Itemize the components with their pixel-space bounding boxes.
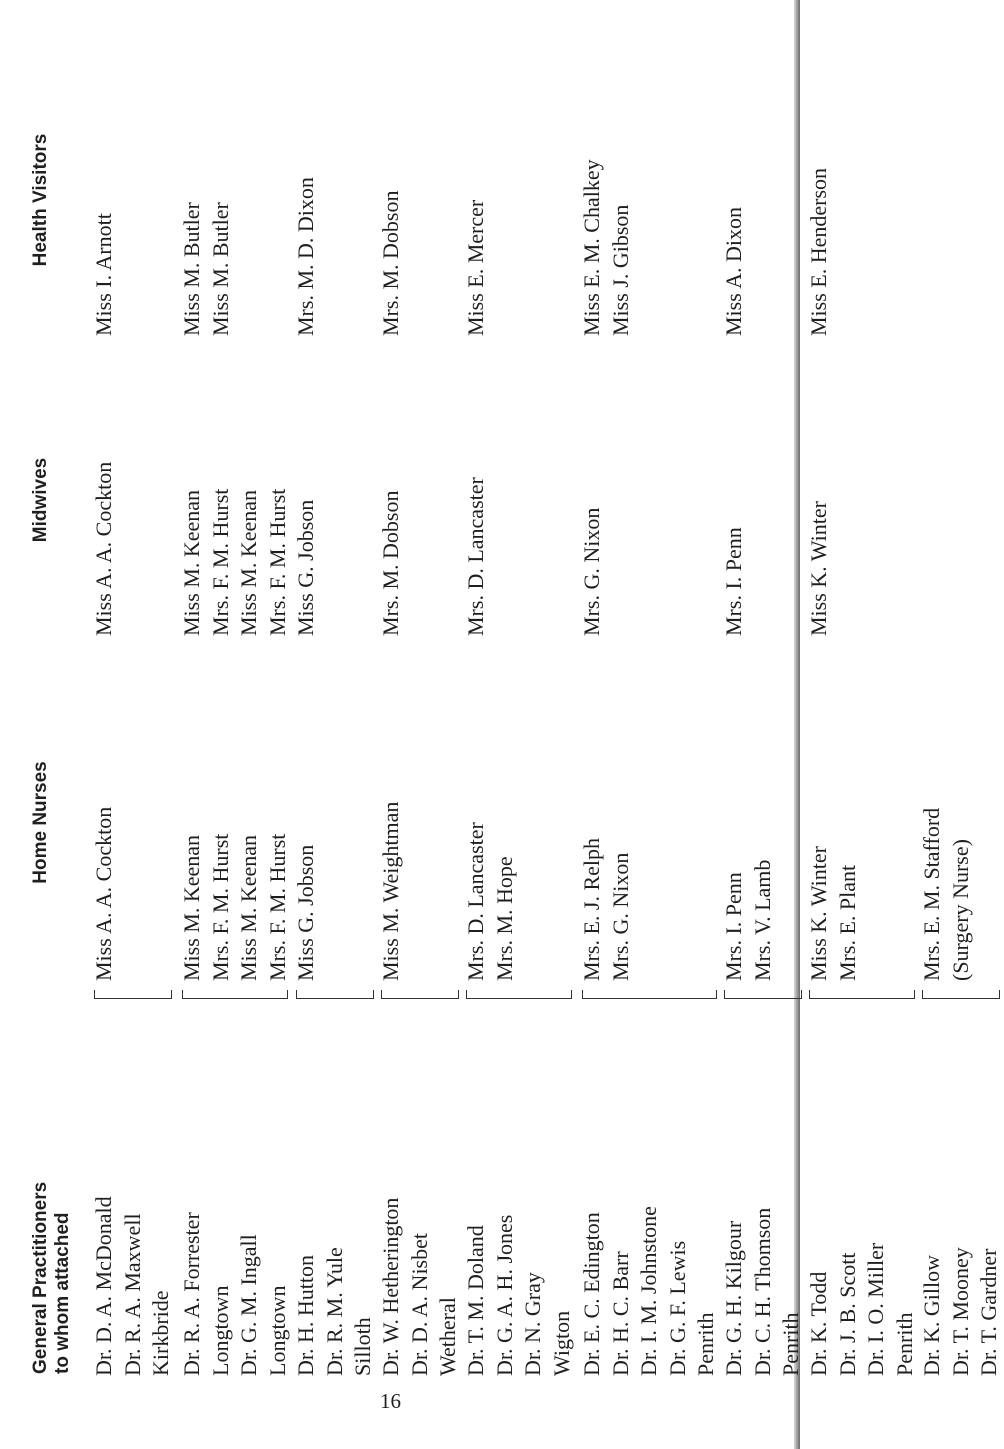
entry-gp-3	[377, 995, 463, 1380]
entry-line: Miss E. Henderson	[806, 167, 831, 336]
entry-hv-5	[578, 50, 635, 350]
entry-mw-7	[805, 350, 834, 650]
entry-hv-6	[720, 50, 749, 350]
entry-gp-4	[462, 995, 576, 1380]
entry-line: Miss M. Keenan	[236, 489, 261, 636]
entry-line: Mrs. F. M. Hurst	[207, 833, 233, 981]
column-header-home-nurses	[30, 650, 52, 995]
entry-line: Miss A. Dixon	[721, 207, 746, 336]
entry-gp-6	[720, 995, 806, 1380]
entry-line: Dr. E. C. Edington	[579, 1212, 604, 1376]
entry-hv-0	[90, 50, 119, 350]
entry-mw-2	[292, 350, 321, 650]
entry-line: Mrs. D. Lancaster	[463, 822, 488, 981]
column-header-midwives	[30, 350, 52, 650]
entry-mw-4	[462, 350, 491, 650]
entry-line: Miss E. Mercer	[463, 199, 488, 336]
entry-line: Dr. R. A. Forrester	[179, 1212, 204, 1376]
entry-line: Dr. G. H. Kilgour	[721, 1220, 746, 1376]
entry-hv-7	[805, 50, 834, 350]
entry-line: Miss M. Weightman	[378, 801, 403, 981]
entry-line: Miss M. Keenan	[236, 834, 261, 981]
entry-gp-2	[292, 995, 378, 1380]
entry-line: Miss I. Arnott	[91, 213, 116, 336]
entry-hn-6	[720, 650, 777, 995]
entry-line: Dr. H. Hutton	[293, 1255, 318, 1376]
entry-line: Miss M. Butler	[207, 202, 233, 336]
entry-line: Mrs. G. Nixon	[579, 507, 604, 636]
entry-line: Mrs. E. M. Stafford	[919, 807, 944, 981]
entry-line: Miss A. A. Cockton	[91, 461, 116, 636]
entry-line: Mrs. I. Penn	[721, 527, 746, 636]
column-general-practitioners	[30, 995, 1001, 1380]
entry-line: Wigton	[548, 1310, 574, 1376]
column-header-health-visitors	[30, 50, 52, 350]
entry-line: Miss G. Jobson	[293, 499, 318, 636]
column-home-nurses	[30, 650, 973, 995]
entry-line: Dr. T. M. Doland	[463, 1225, 488, 1376]
entry-gp-7	[805, 995, 919, 1380]
entry-line: Mrs. F. M. Hurst	[207, 488, 233, 636]
entry-line: Penrith	[891, 1312, 917, 1376]
entry-hn-4	[462, 650, 519, 995]
entry-line: Miss G. Jobson	[293, 844, 318, 981]
entry-line: Mrs. E. Plant	[834, 864, 860, 981]
entry-hn-8	[918, 650, 975, 995]
entry-line: Longtown	[264, 1285, 290, 1376]
entry-line: Penrith	[778, 1312, 803, 1376]
entry-line: Mrs. M. Dobson	[378, 190, 403, 336]
header-line: to whom attached	[52, 1212, 73, 1374]
entry-line: Dr. J. B. Scott	[834, 1252, 860, 1376]
entry-line: Miss M. Keenan	[179, 834, 204, 981]
entry-line: Dr. K. Gillow	[919, 1255, 944, 1376]
entry-hn-1	[178, 650, 292, 995]
column-health-visitors	[30, 50, 831, 350]
entry-line: Dr. D. A. McDonald	[91, 1196, 116, 1376]
entry-hn-2	[292, 650, 321, 995]
entry-line: Mrs. F. M. Hurst	[264, 833, 290, 981]
entry-mw-0	[90, 350, 119, 650]
entry-hv-2	[292, 50, 321, 350]
entry-line: Dr. R. M. Yule	[321, 1247, 347, 1376]
entry-line: Dr. C. H. Thomson	[749, 1207, 775, 1376]
entry-line: Mrs. M. D. Dixon	[293, 177, 318, 336]
entry-line: Dr. G. M. Ingall	[236, 1234, 261, 1376]
entry-line: Longtown	[207, 1285, 233, 1376]
entry-line: Penrith	[693, 1312, 718, 1376]
entry-mw-5	[578, 350, 607, 650]
column-header-general-practitioners	[30, 995, 74, 1380]
entry-mw-1	[178, 350, 292, 650]
entry-hn-5	[578, 650, 635, 995]
entry-line: Dr. D. A. Nisbet	[406, 1233, 432, 1376]
staff-allocation-table	[30, 50, 1001, 1380]
entry-line: Miss J. Gibson	[607, 204, 633, 336]
entry-line: Mrs. E. J. Relph	[579, 838, 604, 981]
entry-line: Mrs. M. Hope	[491, 856, 517, 981]
entry-line: Dr. T. Gardner	[976, 1248, 1001, 1376]
entry-line: Dr. R. A. Maxwell	[119, 1213, 145, 1376]
entry-line: Miss M. Butler	[179, 202, 204, 336]
entry-line: Mrs. M. Dobson	[378, 490, 403, 636]
entry-line: Mrs. D. Lancaster	[463, 477, 488, 636]
column-midwives	[30, 350, 831, 650]
entry-line: (Surgery Nurse)	[947, 839, 973, 981]
entry-mw-3	[377, 350, 406, 650]
entry-line: Wetheral	[435, 1297, 460, 1376]
entry-line: Dr. G. A. H. Jones	[491, 1214, 517, 1376]
entry-hv-1	[178, 50, 235, 350]
entry-line: Dr. I. M. Johnstone	[636, 1206, 661, 1376]
entry-line: Dr. T. Mooney	[947, 1247, 973, 1376]
entry-mw-6	[720, 350, 749, 650]
entry-line: Kirkbride	[148, 1290, 173, 1376]
entry-line: Dr. G. F. Lewis	[664, 1240, 690, 1376]
entry-hv-4	[462, 50, 491, 350]
entry-line: Mrs. I. Penn	[721, 872, 746, 981]
header-line: Health Visitors	[30, 133, 51, 267]
entry-line: Mrs. V. Lamb	[749, 859, 775, 981]
entry-line: Dr. N. Gray	[520, 1272, 545, 1376]
entry-gp-5	[578, 995, 721, 1380]
entry-gp-0	[90, 995, 176, 1380]
entry-gp-1	[178, 995, 292, 1380]
entry-line: Silloth	[350, 1317, 375, 1376]
entry-hn-7	[805, 650, 862, 995]
entry-line: Miss E. M. Chalkey	[579, 159, 604, 336]
entry-line: Dr. W. Hetherington	[378, 1197, 403, 1376]
entry-line: Dr. I. O. Miller	[863, 1242, 888, 1376]
header-line: General Practitioners	[30, 1181, 51, 1374]
entry-line: Miss K. Winter	[806, 846, 831, 981]
entry-line: Miss A. A. Cockton	[91, 806, 116, 981]
entry-line: Dr. H. C. Barr	[607, 1251, 633, 1376]
entry-gp-8	[918, 995, 1004, 1380]
entry-line: Miss K. Winter	[806, 501, 831, 636]
entry-hn-0	[90, 650, 119, 995]
entry-hv-3	[377, 50, 406, 350]
header-line: Home Nurses	[30, 761, 51, 884]
entry-line: Mrs. G. Nixon	[607, 852, 633, 981]
entry-line: Mrs. F. M. Hurst	[264, 488, 290, 636]
entry-hn-3	[377, 650, 406, 995]
entry-line: Dr. K. Todd	[806, 1271, 831, 1376]
page-number: 16	[380, 1389, 401, 1413]
header-line: Midwives	[30, 457, 51, 543]
entry-line: Miss M. Keenan	[179, 489, 204, 636]
